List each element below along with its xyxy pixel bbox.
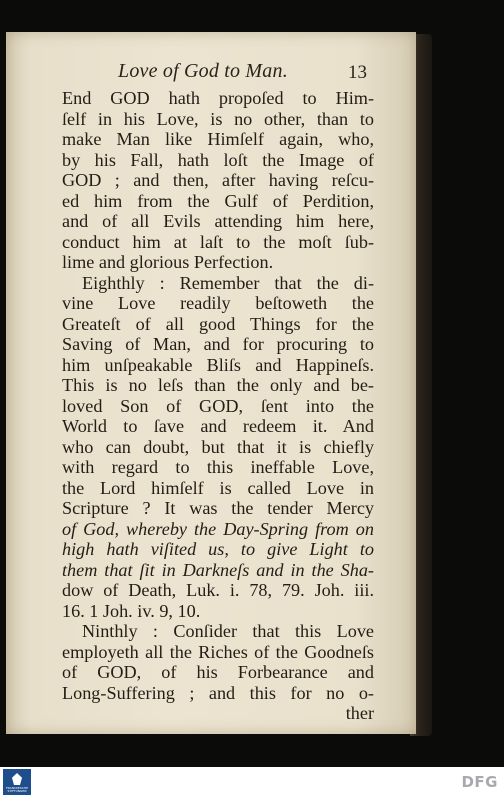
text-line: End GOD hath propoſed to Him- (62, 88, 374, 108)
logo-emblem-icon (12, 773, 22, 785)
text-line: by his Fall, hath loſt the Image of (62, 149, 374, 170)
text-line: who can doubt, but that it is chiefly (62, 436, 374, 457)
text-line: Scripture ? It was the tender Mercy (62, 498, 374, 518)
text-line: employeth all the Riches of the Goodneſs (62, 641, 374, 662)
text-line: him unſpeakable Bliſs and Happineſs. (62, 354, 374, 375)
text-line: make Man like Himſelf again, who, (62, 129, 374, 149)
text-line: Saving of Man, and for procuring to (62, 334, 374, 354)
catchword: ther (345, 703, 374, 723)
text-line: Long-Suffering ; and this for no o- (62, 682, 374, 703)
text-line: lime and glorious Perfection. (62, 252, 274, 272)
viewer-footer (0, 767, 504, 797)
text-line: loved Son of GOD, ſent into the (62, 395, 374, 416)
text-line: Eighthly : Remember that the di- (82, 272, 374, 293)
text-line: and of all Evils attending him here, (62, 211, 374, 231)
text-line: the Lord himſelf is called Love in (62, 477, 374, 498)
text-line: 16. 1 Joh. iv. 9, 10. (62, 600, 201, 621)
running-title: Love of God to Man. (118, 60, 288, 82)
text-line: them that ſit in Darkneſs and in the Sha- (62, 559, 374, 580)
text-line: Ninthly : Conſider that this Love (82, 621, 374, 641)
dfg-logo: DFG (461, 773, 498, 791)
text-line: World to ſave and redeem it. And (62, 416, 374, 436)
book-page (6, 32, 416, 734)
text-line: with regard to this ineffable Love, (62, 457, 374, 477)
institution-logo (3, 769, 31, 795)
page-header (6, 60, 416, 86)
page-number: 13 (348, 62, 367, 83)
text-line: ed him from the Gulf of Perdition, (62, 190, 374, 211)
text-line: GOD ; and then, after having reſcu- (62, 170, 374, 190)
text-line: dow of Death, Luk. i. 78, 79. Joh. iii. (62, 580, 374, 600)
logo-text: FRANCKESCHE STIFTUNGEN (5, 786, 29, 793)
text-line: vine Love readily beſtoweth the (62, 293, 374, 313)
text-line: This is no leſs than the only and be- (62, 375, 374, 395)
body-text (62, 88, 374, 724)
text-line: Greateſt of all good Things for the (62, 313, 374, 334)
text-line: high hath viſited us, to give Light to (62, 539, 374, 559)
text-line: of God, whereby the Day-Spring from on (62, 518, 374, 539)
text-line: of GOD, of his Forbearance and (62, 662, 374, 682)
text-line: conduct him at laſt to the moſt ſub- (62, 231, 374, 252)
text-line: ſelf in his Love, is no other, than to (62, 108, 374, 129)
